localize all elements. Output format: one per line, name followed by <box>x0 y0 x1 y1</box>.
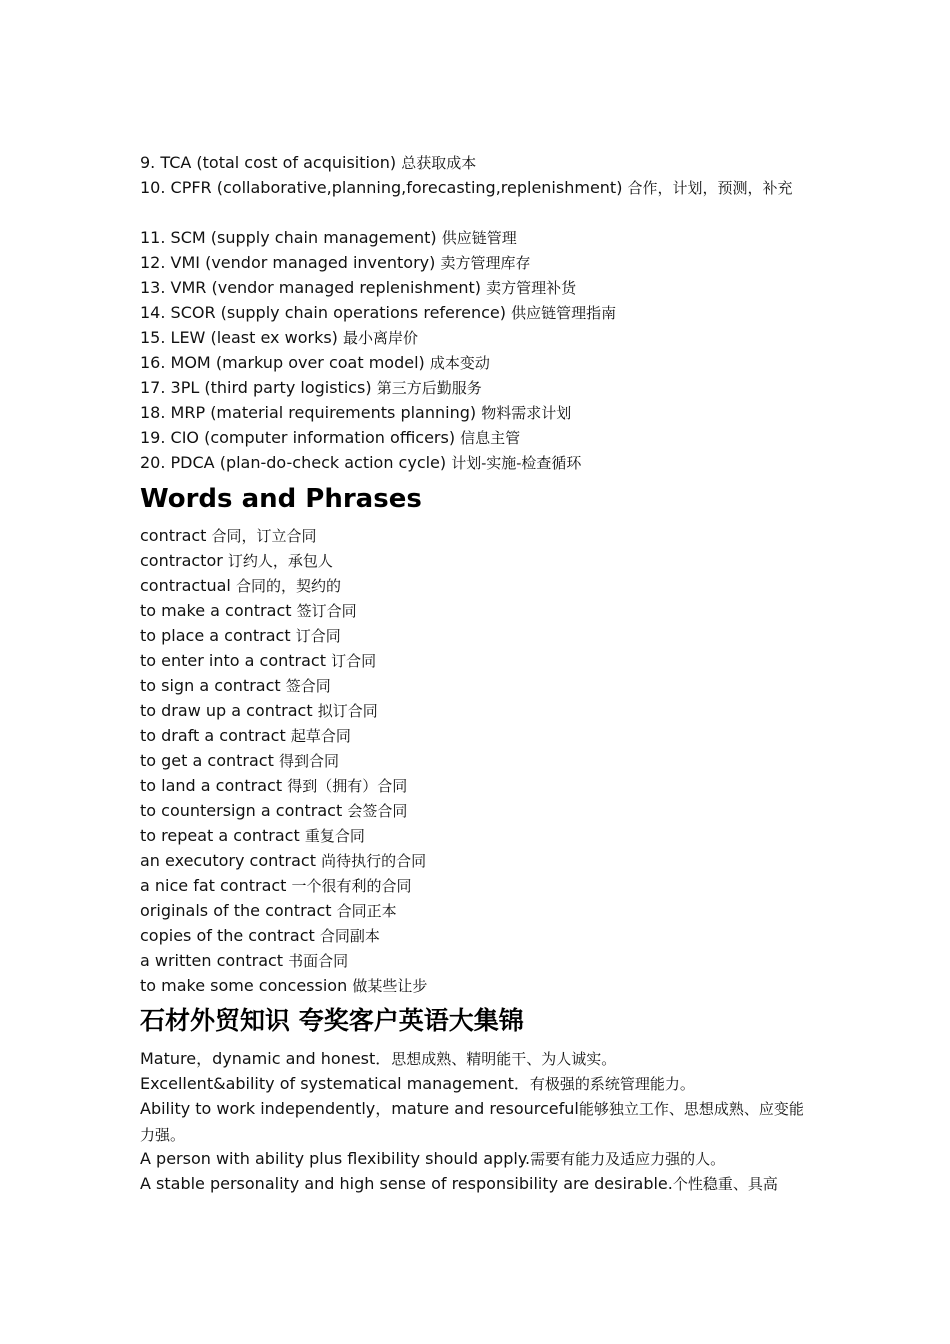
list-item: 14. SCOR (supply chain operations reference) 供应链管理指南 <box>140 303 617 322</box>
list-item: originals of the contract 合同正本 <box>140 901 397 920</box>
list-item: to countersign a contract 会签合同 <box>140 801 408 820</box>
section-heading-praise: 石材外贸知识 夸奖客户英语大集锦 <box>140 1006 524 1035</box>
phrase-list <box>140 523 812 998</box>
praise-list <box>140 1046 812 1196</box>
list-item: contractual 合同的，契约的 <box>140 576 341 595</box>
list-item: 16. MOM (markup over coat model) 成本变动 <box>140 353 490 372</box>
list-item: Mature，dynamic and honest．思想成熟、精明能干、为人诚实。 <box>140 1049 617 1068</box>
list-item: Excellent&ability of systematical management．有极强的系统管理能力。 <box>140 1074 695 1093</box>
list-item: to repeat a contract 重复合同 <box>140 826 365 845</box>
list-item: copies of the contract 合同副本 <box>140 926 380 945</box>
list-item: A stable personality and high sense of responsibility are desirable.个性稳重、具高 <box>140 1174 778 1193</box>
list-item: Ability to work independently，mature and resourceful能够独立工作、思想成熟、应变能力强。 <box>140 1099 804 1144</box>
list-item: 20. PDCA (plan-do-check action cycle) 计划-实施-检查循环 <box>140 453 582 472</box>
list-item: 17. 3PL (third party logistics) 第三方后勤服务 <box>140 378 482 397</box>
list-item: A person with ability plus flexibility should apply.需要有能力及适应力强的人。 <box>140 1149 726 1168</box>
list-item: to get a contract 得到合同 <box>140 751 339 770</box>
list-item: a nice fat contract 一个很有利的合同 <box>140 876 412 895</box>
list-item: to draft a contract 起草合同 <box>140 726 351 745</box>
list-item: 10. CPFR (collaborative,planning,forecasting,replenishment) 合作，计划，预测，补充 <box>140 178 793 197</box>
list-item: to place a contract 订合同 <box>140 626 341 645</box>
list-item: contract 合同，订立合同 <box>140 526 317 545</box>
list-item: 18. MRP (material requirements planning) 物料需求计划 <box>140 403 572 422</box>
abbreviation-list <box>140 150 812 475</box>
section-heading-words: Words and Phrases <box>140 484 422 514</box>
list-item: to make a contract 签订合同 <box>140 601 357 620</box>
list-item: 12. VMI (vendor managed inventory) 卖方管理库存 <box>140 253 531 272</box>
list-item: to draw up a contract 拟订合同 <box>140 701 378 720</box>
list-item: 19. CIO (computer information officers) 信息主管 <box>140 428 521 447</box>
list-item: 13. VMR (vendor managed replenishment) 卖方管理补货 <box>140 278 577 297</box>
list-item: 11. SCM (supply chain management) 供应链管理 <box>140 228 517 247</box>
document-page <box>140 150 812 1196</box>
list-item: to sign a contract 签合同 <box>140 676 331 695</box>
list-item: to land a contract 得到（拥有）合同 <box>140 776 408 795</box>
list-item: 15. LEW (least ex works) 最小离岸价 <box>140 328 419 347</box>
list-item: to make some concession 做某些让步 <box>140 976 428 995</box>
list-item: to enter into a contract 订合同 <box>140 651 377 670</box>
list-item: contractor 订约人，承包人 <box>140 551 333 570</box>
list-item: a written contract 书面合同 <box>140 951 349 970</box>
list-item: 9. TCA (total cost of acquisition) 总获取成本 <box>140 153 477 172</box>
list-item: an executory contract 尚待执行的合同 <box>140 851 427 870</box>
